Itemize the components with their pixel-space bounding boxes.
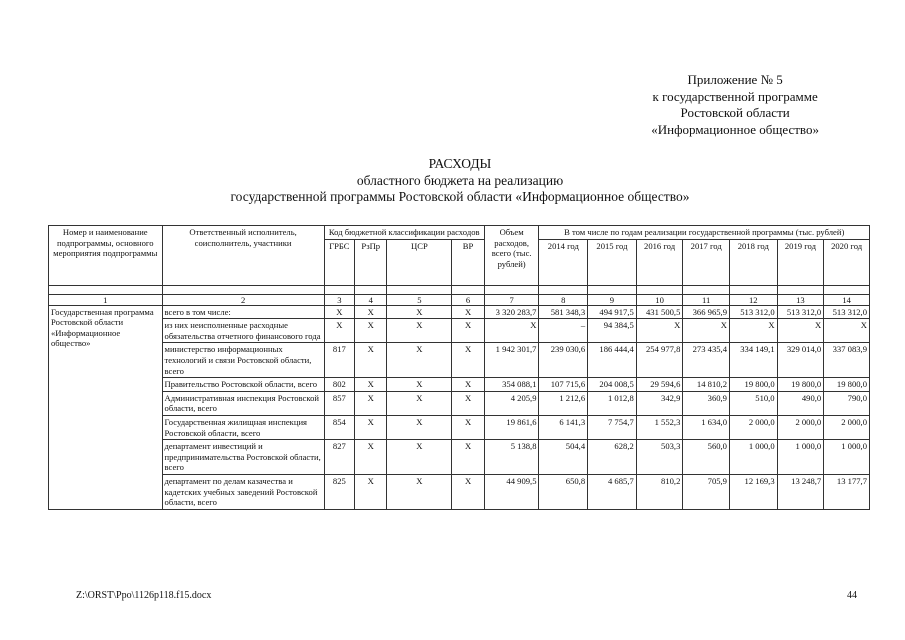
column-number-row (49, 294, 870, 305)
executor-cell: департамент инвестиций и предпринимательства Ростовской области, всего (162, 440, 324, 475)
year-value-cell: 790,0 (824, 391, 870, 415)
vr-cell: Х (452, 391, 484, 415)
vr-cell: Х (452, 415, 484, 439)
header-rzpr: РзПр (355, 239, 387, 285)
executor-cell: министерство информационных технологий и связи Ростовской области, всего (162, 343, 324, 378)
year-value-cell: 29 594,6 (636, 378, 683, 392)
header-total: Объем расходов, всего (тыс. рублей) (484, 226, 539, 286)
col-number: 10 (636, 294, 683, 305)
grbs-cell: 802 (324, 378, 354, 392)
year-value-cell: Х (636, 319, 683, 343)
year-value-cell: Х (683, 319, 730, 343)
year-value-cell: 19 800,0 (824, 378, 870, 392)
year-value-cell: 19 800,0 (729, 378, 777, 392)
csr-cell: Х (387, 378, 452, 392)
total-cell: 19 861,6 (484, 415, 539, 439)
csr-cell: Х (387, 440, 452, 475)
header-grbs: ГРБС (324, 239, 354, 285)
csr-cell: Х (387, 343, 452, 378)
executor-cell: всего в том числе: (162, 305, 324, 319)
year-value-cell: 503,3 (636, 440, 683, 475)
total-cell: 354 088,1 (484, 378, 539, 392)
executor-cell: из них неисполненные расходные обязательства отчетного финансового года (162, 319, 324, 343)
year-value-cell: 7 754,7 (588, 415, 637, 439)
year-value-cell: 334 149,1 (729, 343, 777, 378)
year-value-cell: 1 000,0 (729, 440, 777, 475)
year-value-cell: 337 083,9 (824, 343, 870, 378)
year-value-cell: 342,9 (636, 391, 683, 415)
year-value-cell: 650,8 (539, 474, 588, 509)
year-value-cell: 510,0 (729, 391, 777, 415)
appendix-block (651, 72, 819, 138)
total-cell: Х (484, 319, 539, 343)
year-value-cell: 204 008,5 (588, 378, 637, 392)
year-value-cell: 1 000,0 (777, 440, 824, 475)
appendix-line: к государственной программе (652, 88, 818, 104)
year-value-cell: 360,9 (683, 391, 730, 415)
vr-cell: Х (452, 474, 484, 509)
rzpr-cell: Х (355, 305, 387, 319)
csr-cell: Х (387, 391, 452, 415)
header-year: 2019 год (777, 239, 824, 285)
year-value-cell: 107 715,6 (539, 378, 588, 392)
header-year: 2020 год (824, 239, 870, 285)
year-value-cell: 366 965,9 (683, 305, 730, 319)
year-value-cell: 431 500,5 (636, 305, 683, 319)
header-years-group: В том числе по годам реализации государственной программы (тыс. рублей) (539, 226, 870, 240)
footer-page-number: 44 (847, 590, 857, 601)
col-number: 12 (729, 294, 777, 305)
grbs-cell: 817 (324, 343, 354, 378)
program-name-cell: Государственная программа Ростовской области «Информационное общество» (49, 305, 163, 509)
total-cell: 5 138,8 (484, 440, 539, 475)
year-value-cell: 2 000,0 (729, 415, 777, 439)
year-value-cell: 94 384,5 (588, 319, 637, 343)
executor-cell: Правительство Ростовской области, всего (162, 378, 324, 392)
header-executor: Ответственный исполнитель, соисполнитель, участники (162, 226, 324, 286)
table-row (49, 319, 870, 343)
appendix-line: «Информационное общество» (651, 121, 819, 137)
year-value-cell: 13 177,7 (824, 474, 870, 509)
col-number: 6 (452, 294, 484, 305)
csr-cell: Х (387, 305, 452, 319)
year-value-cell: 2 000,0 (824, 415, 870, 439)
col-number: 5 (387, 294, 452, 305)
col-number: 4 (355, 294, 387, 305)
rzpr-cell: Х (355, 378, 387, 392)
vr-cell: Х (452, 305, 484, 319)
table-row (49, 305, 870, 319)
year-value-cell: 1 552,3 (636, 415, 683, 439)
rzpr-cell: Х (355, 319, 387, 343)
document-title (0, 156, 905, 206)
col-number: 3 (324, 294, 354, 305)
year-value-cell: 513 312,0 (777, 305, 824, 319)
grbs-cell: 825 (324, 474, 354, 509)
csr-cell: Х (387, 319, 452, 343)
rzpr-cell: Х (355, 391, 387, 415)
title-line: областного бюджета на реализацию (356, 172, 564, 188)
year-value-cell: 560,0 (683, 440, 730, 475)
executor-cell: Административная инспекция Ростовской области, всего (162, 391, 324, 415)
year-value-cell: 1 212,6 (539, 391, 588, 415)
executor-cell: департамент по делам казачества и кадетских учебных заведений Ростовской области, всего (162, 474, 324, 509)
year-value-cell: 1 634,0 (683, 415, 730, 439)
col-number: 14 (824, 294, 870, 305)
year-value-cell: 581 348,3 (539, 305, 588, 319)
header-year: 2017 год (683, 239, 730, 285)
title-line: РАСХОДЫ (428, 156, 492, 171)
year-value-cell: 504,4 (539, 440, 588, 475)
rzpr-cell: Х (355, 474, 387, 509)
year-value-cell: 4 685,7 (588, 474, 637, 509)
col-number: 2 (162, 294, 324, 305)
spacer-row (49, 285, 870, 294)
vr-cell: Х (452, 343, 484, 378)
year-value-cell: 329 014,0 (777, 343, 824, 378)
year-value-cell: – (539, 319, 588, 343)
vr-cell: Х (452, 378, 484, 392)
year-value-cell: 19 800,0 (777, 378, 824, 392)
grbs-cell: 827 (324, 440, 354, 475)
year-value-cell: Х (777, 319, 824, 343)
total-cell: 1 942 301,7 (484, 343, 539, 378)
year-value-cell: Х (729, 319, 777, 343)
col-number: 7 (484, 294, 539, 305)
footer-file-path: Z:\ORST\Ppo\1126p118.f15.docx (76, 590, 212, 601)
header-year: 2016 год (636, 239, 683, 285)
header-program: Номер и наименование подпрограммы, основного мероприятия подпрограммы (49, 226, 163, 286)
appendix-line: Приложение № 5 (687, 72, 783, 87)
vr-cell: Х (452, 440, 484, 475)
year-value-cell: 2 000,0 (777, 415, 824, 439)
table-row (49, 474, 870, 509)
col-number: 11 (683, 294, 730, 305)
year-value-cell: 239 030,6 (539, 343, 588, 378)
header-year: 2014 год (539, 239, 588, 285)
csr-cell: Х (387, 415, 452, 439)
executor-cell: Государственная жилищная инспекция Ростовской области, всего (162, 415, 324, 439)
year-value-cell: 513 312,0 (729, 305, 777, 319)
col-number: 1 (49, 294, 163, 305)
year-value-cell: 628,2 (588, 440, 637, 475)
csr-cell: Х (387, 474, 452, 509)
year-value-cell: 6 141,3 (539, 415, 588, 439)
total-cell: 4 205,9 (484, 391, 539, 415)
rzpr-cell: Х (355, 415, 387, 439)
year-value-cell: 13 248,7 (777, 474, 824, 509)
table-row (49, 343, 870, 378)
year-value-cell: 12 169,3 (729, 474, 777, 509)
year-value-cell: 254 977,8 (636, 343, 683, 378)
grbs-cell: Х (324, 305, 354, 319)
year-value-cell: 14 810,2 (683, 378, 730, 392)
col-number: 13 (777, 294, 824, 305)
year-value-cell: 810,2 (636, 474, 683, 509)
year-value-cell: 705,9 (683, 474, 730, 509)
header-year: 2015 год (588, 239, 637, 285)
header-year: 2018 год (729, 239, 777, 285)
total-cell: 3 320 283,7 (484, 305, 539, 319)
rzpr-cell: Х (355, 440, 387, 475)
year-value-cell: 513 312,0 (824, 305, 870, 319)
header-csr: ЦСР (387, 239, 452, 285)
year-value-cell: 490,0 (777, 391, 824, 415)
year-value-cell: Х (824, 319, 870, 343)
grbs-cell: Х (324, 319, 354, 343)
year-value-cell: 186 444,4 (588, 343, 637, 378)
table-row (49, 391, 870, 415)
col-number: 9 (588, 294, 637, 305)
year-value-cell: 273 435,4 (683, 343, 730, 378)
grbs-cell: 857 (324, 391, 354, 415)
appendix-line: Ростовской области (680, 105, 790, 120)
vr-cell: Х (452, 319, 484, 343)
grbs-cell: 854 (324, 415, 354, 439)
expenses-table (48, 225, 870, 510)
header-vr: ВР (452, 239, 484, 285)
title-line: государственной программы Ростовской области «Информационное общество» (230, 189, 690, 204)
year-value-cell: 494 917,5 (588, 305, 637, 319)
year-value-cell: 1 012,8 (588, 391, 637, 415)
table-row (49, 415, 870, 439)
col-number: 8 (539, 294, 588, 305)
table-row (49, 378, 870, 392)
table-row (49, 440, 870, 475)
total-cell: 44 909,5 (484, 474, 539, 509)
header-budget-code: Код бюджетной классификации расходов (324, 226, 484, 240)
rzpr-cell: Х (355, 343, 387, 378)
year-value-cell: 1 000,0 (824, 440, 870, 475)
